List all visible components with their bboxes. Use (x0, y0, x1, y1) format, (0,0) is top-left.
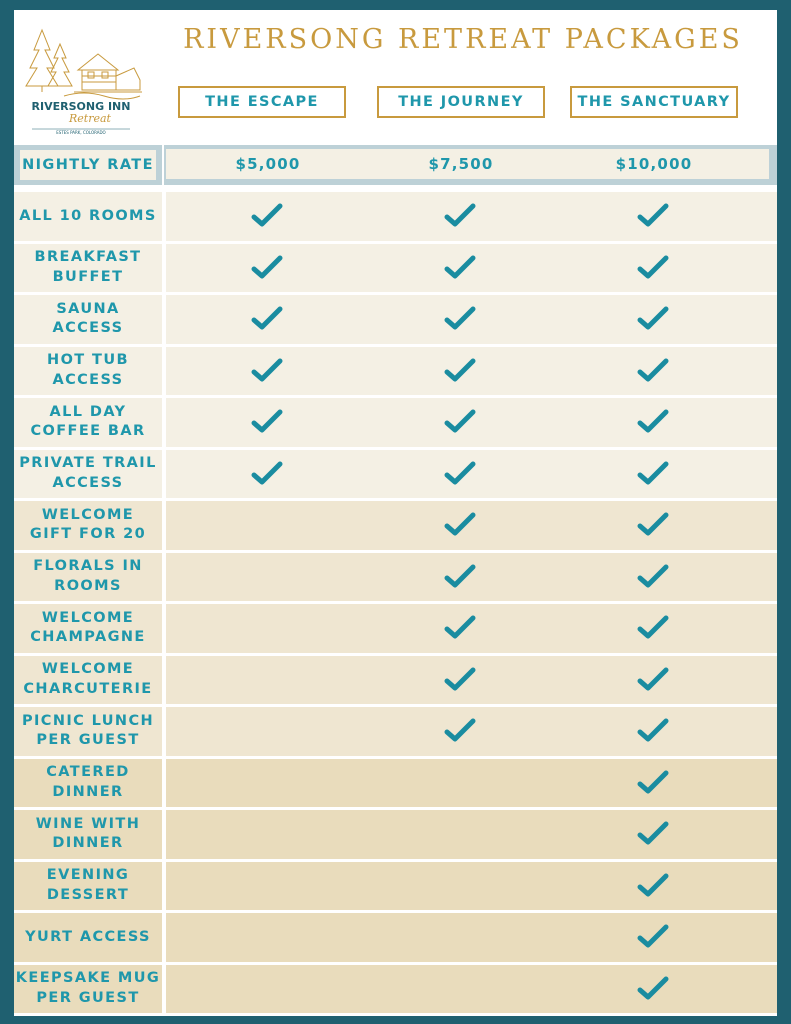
check-icon (637, 461, 669, 487)
package-comparison-table (14, 142, 777, 1016)
check-icon (637, 255, 669, 281)
feature-label-cell (14, 244, 162, 293)
feature-row (14, 604, 777, 653)
feature-label-cell (14, 759, 162, 808)
feature-label: ALL 10 ROOMS (19, 207, 157, 224)
feature-label: BREAKFAST BUFFET (34, 249, 142, 285)
feature-label: WELCOME CHARCUTERIE (23, 661, 153, 697)
check-icon (637, 770, 669, 796)
feature-row (14, 398, 777, 447)
feature-row (14, 759, 777, 808)
nightly-rate-row (14, 142, 777, 188)
check-icon (251, 306, 283, 332)
package-header-escape: THE ESCAPE (178, 86, 346, 118)
check-icon (444, 615, 476, 641)
check-icon (444, 255, 476, 281)
riversong-inn-logo (14, 10, 148, 136)
feature-values-cell (166, 862, 777, 911)
feature-label: HOT TUB ACCESS (47, 352, 129, 388)
feature-label-cell (14, 398, 162, 447)
check-icon (444, 306, 476, 332)
feature-label: KEEPSAKE MUG PER GUEST (15, 970, 161, 1006)
rate-journey: $7,500 (428, 155, 494, 173)
feature-label: EVENING DESSERT (46, 867, 130, 903)
check-icon (251, 461, 283, 487)
feature-row (14, 862, 777, 911)
check-icon (637, 409, 669, 435)
feature-label-cell (14, 295, 162, 344)
feature-row (14, 810, 777, 859)
feature-label: WELCOME CHAMPAGNE (30, 609, 146, 646)
feature-label: FLORALS IN ROOMS (33, 558, 143, 594)
feature-label-cell (14, 862, 162, 911)
feature-label: PICNIC LUNCH PER GUEST (21, 712, 155, 749)
feature-label-cell (14, 450, 162, 499)
feature-row (14, 244, 777, 293)
check-icon (637, 821, 669, 847)
check-icon (444, 718, 476, 744)
feature-row (14, 553, 777, 602)
check-icon (637, 203, 669, 229)
check-icon (444, 358, 476, 384)
feature-label-cell (14, 347, 162, 396)
feature-values-cell (166, 759, 777, 808)
nightly-rate-label: NIGHTLY RATE (20, 150, 156, 180)
feature-row (14, 295, 777, 344)
check-icon (251, 203, 283, 229)
feature-label-cell (14, 553, 162, 602)
check-icon (444, 667, 476, 693)
feature-values-cell (166, 810, 777, 859)
check-icon (637, 358, 669, 384)
check-icon (444, 409, 476, 435)
feature-row (14, 913, 777, 962)
feature-label-cell (14, 707, 162, 756)
check-icon (637, 873, 669, 899)
check-icon (444, 512, 476, 538)
check-icon (251, 358, 283, 384)
feature-label: ALL DAY COFFEE BAR (30, 403, 146, 440)
package-header-journey: THE JOURNEY (377, 86, 545, 118)
check-icon (637, 976, 669, 1002)
check-icon (251, 409, 283, 435)
logo-name: RIVERSONG INN (31, 100, 131, 113)
check-icon (444, 564, 476, 590)
feature-label-cell (14, 965, 162, 1014)
check-icon (637, 306, 669, 332)
check-icon (637, 718, 669, 744)
check-icon (637, 512, 669, 538)
feature-label-cell (14, 810, 162, 859)
feature-label: YURT ACCESS (25, 928, 151, 945)
check-icon (637, 564, 669, 590)
check-icon (637, 667, 669, 693)
feature-label-cell (14, 913, 162, 962)
check-icon (444, 203, 476, 229)
package-header-sanctuary: THE SANCTUARY (570, 86, 738, 118)
feature-label: SAUNA ACCESS (52, 300, 124, 337)
feature-label-cell (14, 192, 162, 241)
feature-row (14, 347, 777, 396)
rate-escape: $5,000 (235, 155, 301, 173)
page-title: RIVERSONG RETREAT PACKAGES (183, 24, 743, 55)
logo-location: ESTES PARK, COLORADO (56, 130, 106, 135)
feature-row (14, 656, 777, 705)
feature-row (14, 965, 777, 1014)
feature-values-cell (166, 965, 777, 1014)
logo-script: Retreat (69, 112, 111, 125)
nightly-rate-band (164, 145, 777, 185)
check-icon (637, 924, 669, 950)
feature-values-cell (166, 913, 777, 962)
feature-label: WELCOME GIFT FOR 20 (29, 506, 147, 543)
nightly-rate-label-cell (14, 145, 162, 185)
check-icon (444, 461, 476, 487)
feature-row (14, 450, 777, 499)
feature-row (14, 192, 777, 241)
feature-label: PRIVATE TRAIL ACCESS (19, 455, 157, 491)
feature-row (14, 707, 777, 756)
check-icon (251, 255, 283, 281)
check-icon (637, 615, 669, 641)
feature-label-cell (14, 501, 162, 550)
feature-row (14, 501, 777, 550)
feature-label: CATERED DINNER (46, 764, 130, 800)
rate-sanctuary: $10,000 (615, 155, 693, 173)
feature-label-cell (14, 604, 162, 653)
feature-label: WINE WITH DINNER (35, 815, 141, 852)
feature-label-cell (14, 656, 162, 705)
